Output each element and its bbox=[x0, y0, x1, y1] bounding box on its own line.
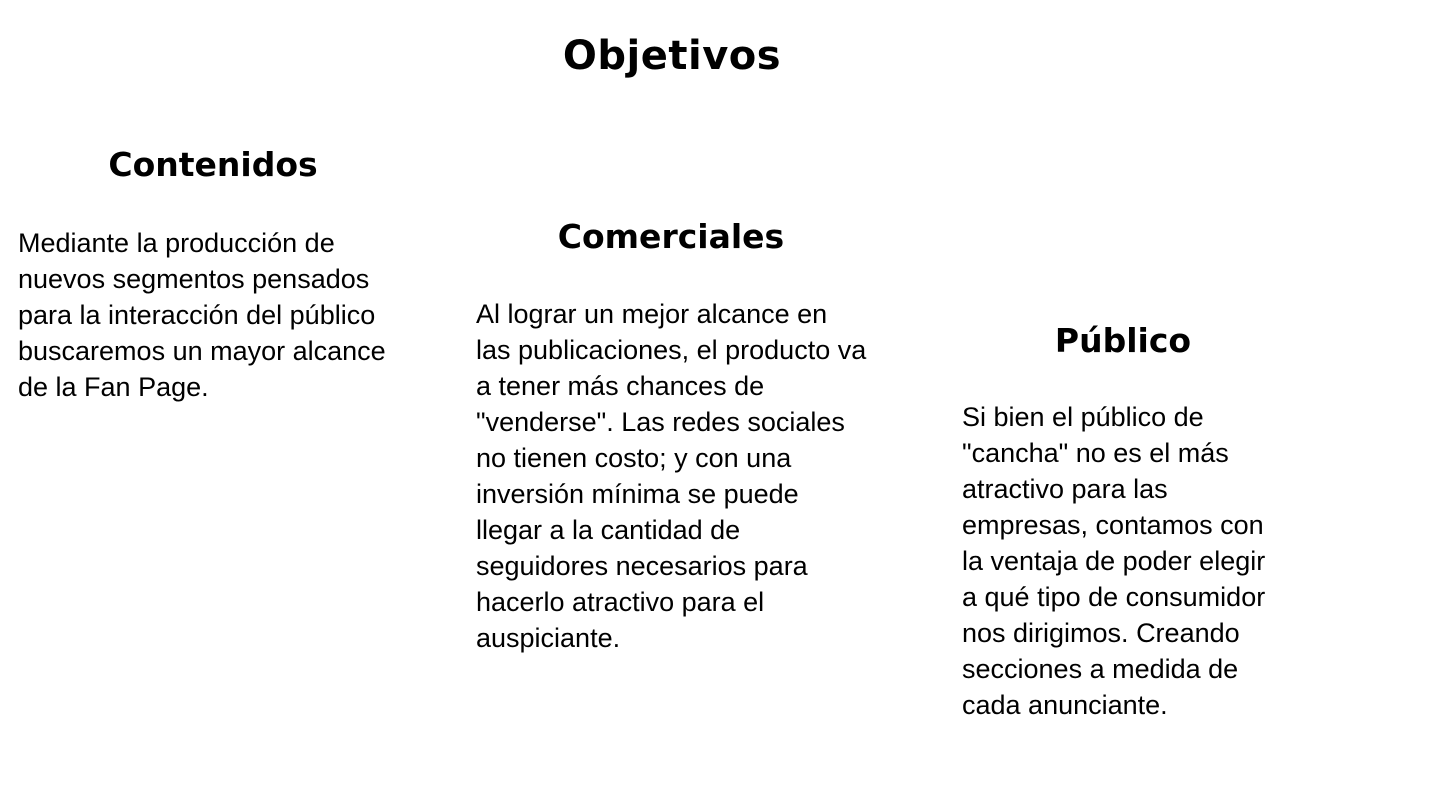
heading-contenidos: Contenidos bbox=[108, 145, 318, 184]
body-contenidos: Mediante la producción de nuevos segmentos pensados para la interacción del público buscaremos un mayor alcance de la Fan Page. bbox=[18, 228, 386, 402]
slide-title: Objetivos bbox=[562, 33, 782, 79]
body-comerciales: Al lograr un mejor alcance en las publicaciones, el producto va a tener más chances de "venderse". Las redes sociales no tienen costo; y con una inversión mínima se puede llegar a la cantidad de seguidores necesarios para hacerlo atractivo para el auspiciante. bbox=[476, 299, 867, 653]
heading-comerciales: Comerciales bbox=[557, 217, 785, 256]
heading-publico: Público bbox=[1054, 321, 1192, 360]
body-publico: Si bien el público de "cancha" no es el más atractivo para las empresas, contamos con la ventaja de poder elegir a qué tipo de consumidor nos dirigimos. Creando secciones a medida de cada anunciante. bbox=[962, 402, 1266, 720]
